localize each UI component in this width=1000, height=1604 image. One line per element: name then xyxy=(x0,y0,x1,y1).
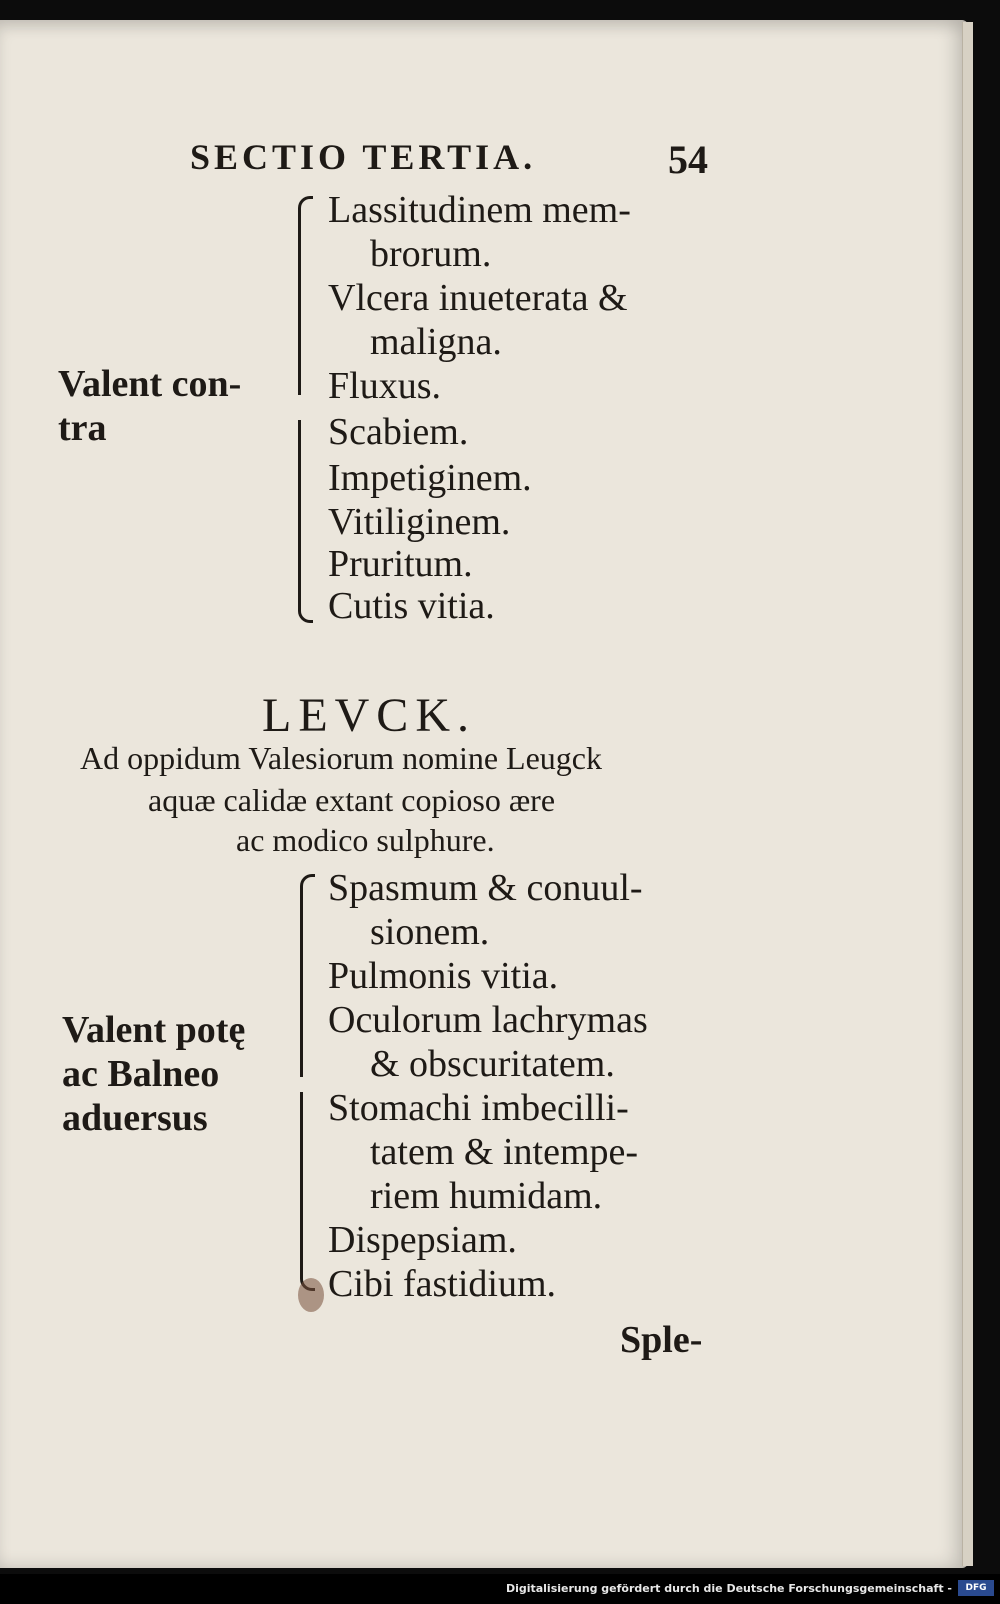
list-item: Oculorum lachrymas xyxy=(328,999,648,1041)
list-item: Scabiem. xyxy=(328,411,469,453)
list-item: Stomachi imbecilli- xyxy=(328,1087,629,1129)
group-label: aduersus xyxy=(62,1097,208,1139)
list-item: riem humidam. xyxy=(370,1175,603,1217)
list-item: sionem. xyxy=(370,911,490,953)
list-item: maligna. xyxy=(370,321,502,363)
page-edge xyxy=(962,22,973,1566)
list-item: brorum. xyxy=(370,233,492,275)
footer-bar xyxy=(0,1574,1000,1604)
section-title: LEVCK. xyxy=(262,689,476,742)
list-item: & obscuritatem. xyxy=(370,1043,615,1085)
brace-bottom xyxy=(300,1092,315,1291)
list-item: tatem & intempe- xyxy=(370,1131,639,1173)
intro-line: Ad oppidum Valesiorum nomine Leugck xyxy=(80,740,602,776)
group-label: Valent potę xyxy=(62,1009,246,1051)
list-item: Impetiginem. xyxy=(328,457,532,499)
list-item: Pruritum. xyxy=(328,543,473,585)
list-item: Vitiliginem. xyxy=(328,501,511,543)
footer-credit: Digitalisierung gefördert durch die Deutsche Forschungsgemeinschaft - xyxy=(505,1582,952,1595)
running-head: SECTIO TERTIA. xyxy=(190,137,537,177)
brace-top xyxy=(298,196,313,395)
brace-top xyxy=(300,874,315,1077)
list-item: Vlcera inueterata & xyxy=(328,277,628,319)
ink-stain xyxy=(298,1278,324,1312)
page-number: 54 xyxy=(668,137,708,182)
list-item: Fluxus. xyxy=(328,365,441,407)
group-label: tra xyxy=(58,407,107,449)
intro-line: ac modico sulphure. xyxy=(236,822,495,858)
list-item: Lassitudinem mem- xyxy=(328,189,631,231)
brace-bottom xyxy=(298,420,313,623)
group-label: ac Balneo xyxy=(62,1053,220,1095)
list-item: Spasmum & conuul- xyxy=(328,867,643,909)
dfg-logo: DFG xyxy=(958,1580,994,1596)
list-item: Pulmonis vitia. xyxy=(328,955,559,997)
catchword: Sple- xyxy=(620,1319,703,1361)
intro-line: aquæ calidæ extant copioso ære xyxy=(148,782,556,818)
list-item: Dispepsiam. xyxy=(328,1219,517,1261)
list-item: Cibi fastidium. xyxy=(328,1263,556,1305)
list-item: Cutis vitia. xyxy=(328,585,495,627)
group-label: Valent con- xyxy=(58,363,242,405)
